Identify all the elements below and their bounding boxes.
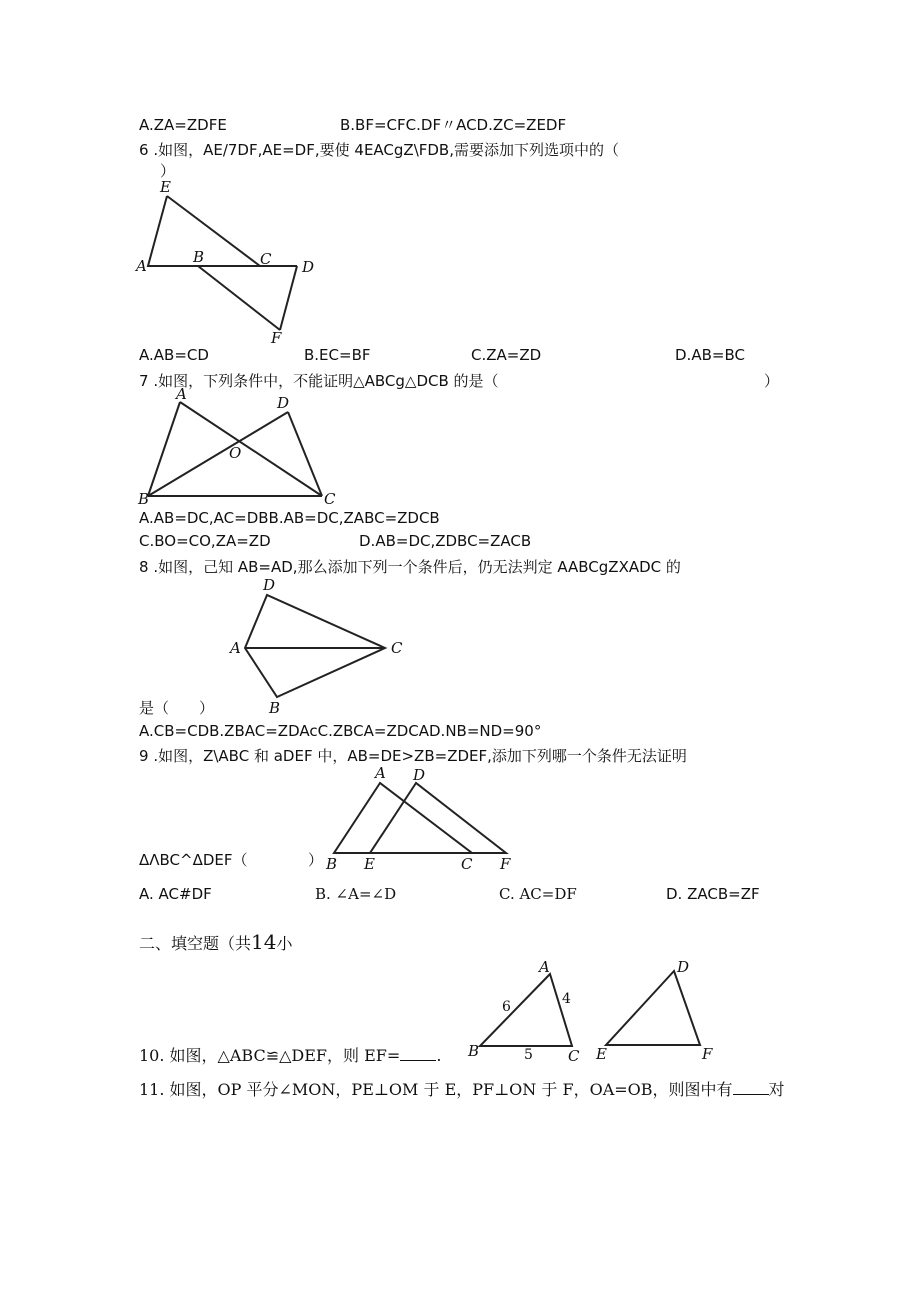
q9-figure [320,765,530,875]
q8-question [139,558,681,576]
q10-length-ac: 4 [562,991,571,1007]
q9-label-e: E [364,855,375,873]
q9-label-a: A [375,764,386,782]
q9-label-f: F [500,855,511,873]
q7-number: 7 [139,372,149,390]
q9-label-d: D [413,766,426,784]
section-2-suffix: 小 [276,934,293,953]
q10-triangle-abc [480,974,572,1046]
q8-text: .如图，己知 AB=AD,那么添加下列一个条件后，仍无法判定 AABCgZXADC 的 [153,558,681,576]
q11-text: 如图，OP 平分∠MON，PE⊥OM 于 E，PF⊥ON 于 F，OA=OB，则图中有 [169,1080,733,1099]
q10-text: 如图，△ABC≌△DEF，则 EF= [169,1046,401,1065]
q7-segment-ab [148,402,180,496]
q9-option-b: B. ∠A=∠D [315,885,397,903]
section-2-prefix: 二、填空题（共 [139,934,252,953]
q9-number: 9 [139,747,149,765]
q6-option-c: C.ZA=ZD [471,346,542,364]
q11-question [139,1080,785,1100]
q10-answer-blank[interactable] [400,1046,436,1061]
q6-label-a: A [136,257,147,275]
section-2-count: 14 [251,930,277,954]
q6-label-f: F [271,329,282,347]
q6-option-b: B.EC=BF [304,346,371,364]
q6-label-b: B [193,248,205,266]
q8-options: A.CB=CDB.ZBAC=ZDAcC.ZBCA=ZDCAD.NB=ND=90° [139,722,542,740]
q11-number: 11. [139,1080,165,1099]
q6-number: 6 [139,141,149,159]
q8-label-b: B [269,699,281,717]
q10-label-b: B [468,1042,480,1060]
q8-quadrilateral [245,595,385,697]
q9-option-d: D. ZACB=ZF [666,885,760,903]
q6-text: .如图，AE/7DF,AE=DF,要使 4EACgZ\FDB,需要添加下列选项中的（ [153,141,619,159]
q9-text-close: ） [308,851,324,869]
q7-label-c: C [324,490,336,508]
q10-label-e: E [596,1045,607,1063]
q7-segment-bd [148,412,288,496]
q6-label-c: C [260,250,272,268]
q6-question [139,141,619,159]
q5-options-bcd: B.BF=CFC.DF〃ACD.ZC=ZEDF [340,116,567,134]
q7-segment-dc [288,412,322,496]
q5-option-a: A.ZA=ZDFE [139,116,227,134]
q7-options-ab: A.AB=DC,AC=DBB.AB=DC,ZABC=ZDCB [139,509,440,527]
q7-figure [130,385,350,510]
q7-label-d: D [277,394,290,412]
q11-answer-blank[interactable] [733,1080,769,1095]
q8-label-d: D [263,576,276,594]
q9-triangle-def [370,783,506,853]
q6-text-cont: ） [160,162,176,180]
q10-text-end: . [436,1046,442,1065]
q7-text: .如图，下列条件中，不能证明△ABCg△DCB 的是（ [153,372,499,390]
q10-label-c: C [568,1047,580,1065]
q8-number: 8 [139,558,149,576]
q10-label-d: D [677,958,690,976]
q6-option-d: D.AB=BC [675,346,745,364]
q11-text-end: 对 [768,1080,785,1099]
q7-segment-ac [180,402,322,496]
q10-label-f: F [702,1045,713,1063]
q6-label-e: E [160,178,171,196]
q6-figure [130,178,330,348]
q9-question [139,747,687,765]
q6-option-a: A.AB=CD [139,346,209,364]
q6-segment-ae [167,196,260,266]
q9-label-b: B [326,855,338,873]
q9-option-c: C. AC=DF [499,885,577,903]
q10-triangle-def [606,971,700,1045]
q10-figure-abc [466,958,596,1068]
q10-question [139,1046,441,1066]
q10-length-ab: 6 [502,999,511,1015]
q6-label-d: D [302,258,315,276]
q7-text-close: ） [764,372,780,390]
q7-label-o: O [229,444,242,462]
q9-triangle-abc [334,783,472,853]
q7-option-c: C.BO=CO,ZA=ZD [139,532,271,550]
q10-figure-def [594,955,724,1065]
q9-label-c: C [461,855,473,873]
q8-figure [225,575,415,720]
q7-option-d: D.AB=DC,ZDBC=ZACB [359,532,532,550]
q9-option-a: A. AC#DF [139,885,212,903]
q8-text-cont: 是（ ） [139,699,215,717]
q8-label-c: C [391,639,403,657]
q10-number: 10. [139,1046,165,1065]
q9-text-cont: ΔΛBC^ΔDEF（ [139,851,248,869]
q8-label-a: A [230,639,241,657]
q7-label-a: A [176,385,187,403]
q6-segment-bf [198,266,280,330]
q6-segment-df [280,266,297,330]
q7-label-b: B [138,490,150,508]
q10-length-bc: 5 [524,1047,533,1063]
q9-text: .如图，Z\ABC 和 aDEF 中，AB=DE>ZB=ZDEF,添加下列哪一个条件无法证明 [153,747,687,765]
section-2-heading [139,931,292,955]
q10-label-a: A [539,958,550,976]
